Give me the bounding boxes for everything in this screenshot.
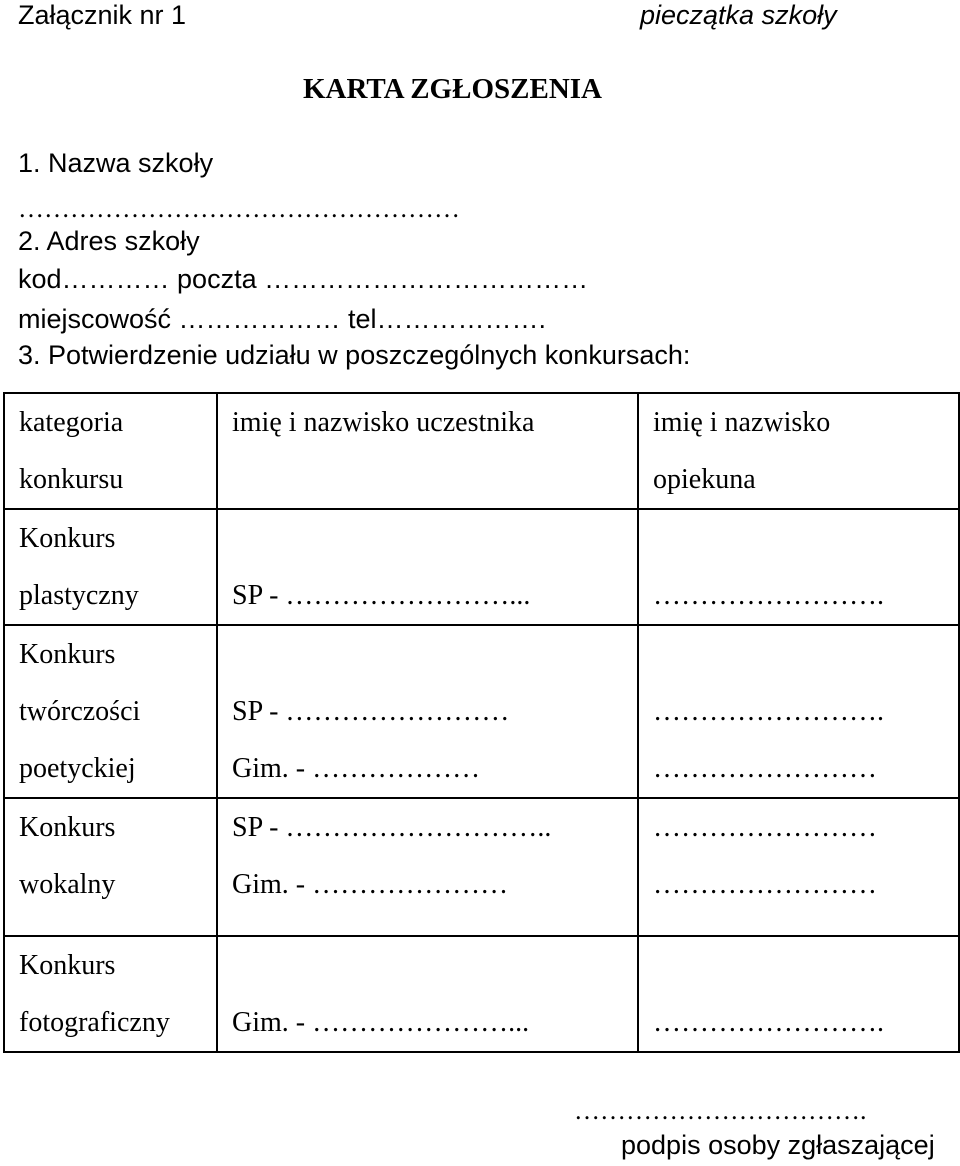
row-category: Konkurs plastyczny [4, 509, 217, 625]
header-guardian: imię i nazwisko opiekuna [638, 393, 959, 509]
guardian-cell[interactable]: ……………………. [638, 509, 959, 625]
guardian-cell[interactable]: …………………… …………………… [638, 798, 959, 936]
participant-cell[interactable]: Gim. - …………………... [217, 936, 638, 1052]
table-row [4, 798, 959, 936]
table-row [4, 509, 959, 625]
signature-line[interactable]: ……………………………. [574, 1096, 867, 1125]
annex-label: Załącznik nr 1 [18, 0, 187, 30]
school-stamp-label: pieczątka szkoły [640, 0, 837, 30]
confirmation-label: 3. Potwierdzenie udziału w poszczególnych konkursach: [18, 340, 691, 370]
row-category: Konkurs wokalny [4, 798, 217, 936]
header-category: kategoria konkursu [4, 393, 217, 509]
guardian-cell[interactable]: ……………………. …………………… [638, 625, 959, 798]
participant-cell[interactable]: SP - ……………………... [217, 509, 638, 625]
postal-code-line[interactable]: kod………… poczta ……………………………… [18, 264, 589, 294]
school-name-label: 1. Nazwa szkoły [18, 148, 214, 178]
table-header-row [4, 393, 959, 509]
header-participant: imię i nazwisko uczestnika [217, 393, 638, 509]
row-category: Konkurs twórczości poetyckiej [4, 625, 217, 798]
form-title: KARTA ZGŁOSZENIA [303, 73, 602, 105]
school-name-line[interactable]: …………………………………………… [18, 194, 460, 223]
participant-cell[interactable]: SP - ……………………….. Gim. - ………………… [217, 798, 638, 936]
row-category: Konkurs fotograficzny [4, 936, 217, 1052]
table-row [4, 625, 959, 798]
signature-label: podpis osoby zgłaszającej [621, 1130, 935, 1160]
city-phone-line[interactable]: miejscowość ……………… tel………………. [18, 304, 547, 334]
participant-cell[interactable]: SP - …………………… Gim. - ……………… [217, 625, 638, 798]
registration-table [3, 392, 960, 1053]
table-row [4, 936, 959, 1052]
school-address-label: 2. Adres szkoły [18, 226, 200, 256]
guardian-cell[interactable]: ……………………. [638, 936, 959, 1052]
